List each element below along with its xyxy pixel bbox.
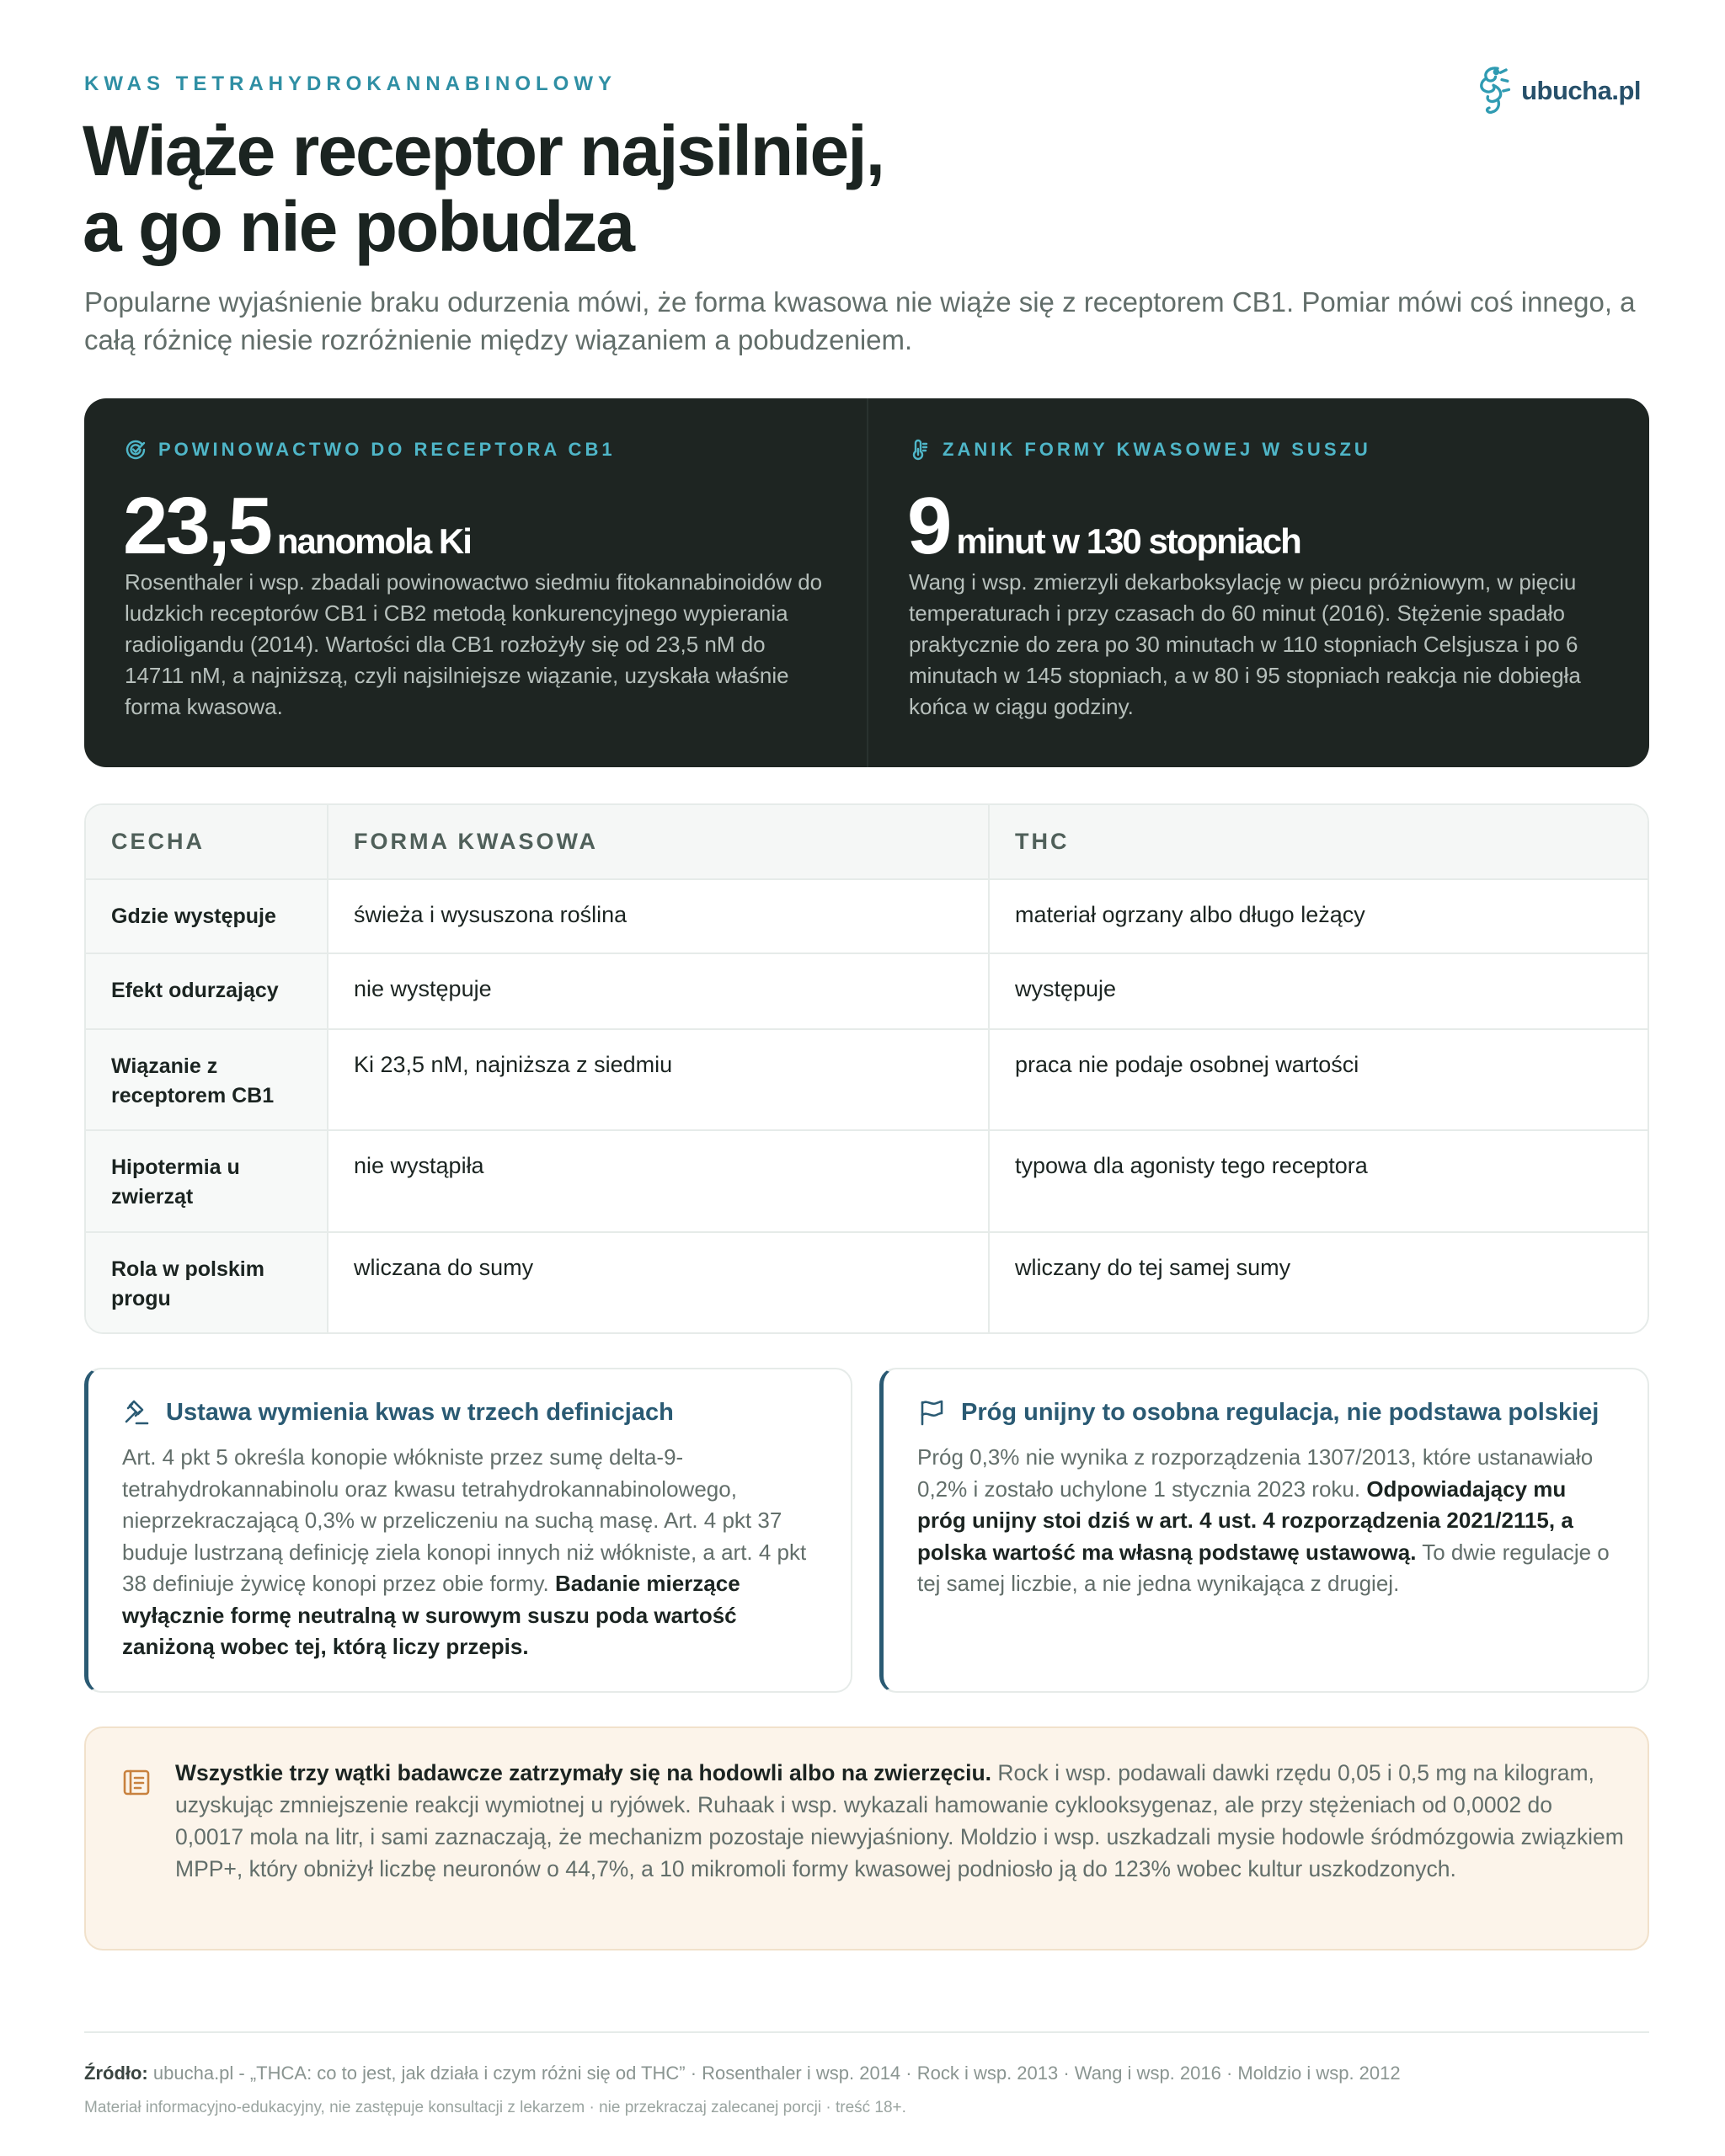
stat-affinity-value: 23,5 bbox=[123, 481, 270, 571]
info-box-law bbox=[84, 1368, 852, 1693]
lead-paragraph: Popularne wyjaśnienie braku odurzenia mówi, że forma kwasowa nie wiąże się z receptorem CB1. Pomiar mówi coś innego, a całą różnicę niesie rozróżnienie między wiązaniem a pobudzeniem. bbox=[84, 286, 1636, 355]
target-check-icon bbox=[125, 439, 147, 461]
brand-logo[interactable] bbox=[1472, 57, 1641, 125]
info-box-eu-emphasis: Odpowiadający mu próg unijny stoi dziś w art. 4 ust. 4 rozporządzenia 2021/2115, a polska wartość ma własną podstawę ustawową. bbox=[917, 1476, 1573, 1565]
stat-affinity-unit: nanomola Ki bbox=[276, 521, 471, 561]
info-box-law-emphasis: Badanie mierzące wyłącznie formę neutralną w surowym suszu poda wartość zaniżoną wobec tej, którą liczy przepis. bbox=[122, 1571, 740, 1659]
info-box-eu-text bbox=[917, 1442, 1616, 1600]
table-row bbox=[86, 879, 1649, 953]
research-note-body: Rock i wsp. podawali dawki rzędu 0,05 i 0,5 mg na kilogram, uzyskując zmniejszenie reakcji wymiotnej u ryjówek. Ruhaak i wsp. wykazali hamowanie cyklooksygenaz, ale przy stężeniach od 0,0002 do 0,0017 mola na litr, i sami zaznaczają, że mechanizm pozostaje niewyjaśniony. Moldzio i wsp. uszkadzali mysie hodowle śródmózgowia związkiem MPP+, który obniżył liczbę neuronów o 44,7%, a 10 mikromoli formy kwasowej podniosło ją do 123% wobec kultur uszkodzonych. bbox=[175, 1760, 1624, 1881]
research-note-text bbox=[175, 1757, 1624, 1885]
table-header-feature: CECHA bbox=[86, 805, 328, 879]
title-line-2: a go nie pobudza bbox=[83, 187, 633, 266]
stat-decay-unit: minut w 130 stopniach bbox=[956, 521, 1300, 561]
stat-affinity-label bbox=[125, 439, 616, 461]
table-row-key: Efekt odurzający bbox=[86, 953, 328, 1029]
table-cell-acid: świeża i wysuszona roślina bbox=[328, 879, 989, 953]
table-cell-thc: wliczany do tej samej sumy bbox=[989, 1232, 1649, 1334]
stat-decay-value: 9 bbox=[907, 481, 950, 571]
gavel-icon bbox=[122, 1398, 151, 1427]
info-box-law-body: Art. 4 pkt 5 określa konopie włókniste przez sumę delta-9-tetrahydrokannabinolu oraz kwasu tetrahydrokannabinolowego, nieprzekraczającą 0,3% w przeliczeniu na suchą masę. Art. 4 pkt 37 buduje lustrzaną definicję ziela konopi innych niż włókniste, a art. 4 pkt 38 definiuje żywicę konopi przez obie formy. bbox=[122, 1444, 807, 1596]
table-cell-thc: typowa dla agonisty tego receptora bbox=[989, 1130, 1649, 1232]
info-box-law-heading bbox=[122, 1398, 674, 1427]
footer-divider bbox=[84, 2031, 1649, 2033]
footer-source-label: Źródło: bbox=[84, 2063, 148, 2084]
table-row-key: Hipotermia u zwierząt bbox=[86, 1130, 328, 1232]
table-cell-acid: nie wystąpiła bbox=[328, 1130, 989, 1232]
table-row bbox=[86, 953, 1649, 1029]
page-title bbox=[83, 113, 1178, 264]
comparison-table bbox=[84, 803, 1649, 1334]
stat-affinity-label-text: POWINOWACTWO DO RECEPTORA CB1 bbox=[158, 439, 616, 460]
table-row bbox=[86, 1029, 1649, 1130]
info-box-eu-heading bbox=[917, 1398, 1599, 1427]
stat-decay-figure bbox=[907, 476, 1300, 577]
research-note-emphasis: Wszystkie trzy wątki badawcze zatrzymały się na hodowli albo na zwierzęciu. bbox=[175, 1760, 992, 1785]
document-list-icon bbox=[121, 1767, 152, 1797]
info-box-eu-body: Próg 0,3% nie wynika z rozporządzenia 1307/2013, które ustanawiało 0,2% i zostało uchylone 1 stycznia 2023 roku. bbox=[917, 1444, 1594, 1502]
stat-affinity-figure bbox=[123, 476, 471, 577]
info-box-eu-title: Próg unijny to osobna regulacja, nie podstawa polskiej bbox=[961, 1398, 1599, 1426]
research-note bbox=[84, 1726, 1649, 1951]
stat-decay-label bbox=[909, 439, 1371, 461]
table-header-thc: THC bbox=[989, 805, 1649, 879]
info-box-law-text bbox=[122, 1442, 821, 1663]
footer-disclaimer: Materiał informacyjno-edukacyjny, nie zastępuje konsultacji z lekarzem · nie przekraczaj zalecanej porcji · treść 18+. bbox=[84, 2099, 906, 2116]
eyebrow-label: KWAS TETRAHYDROKANNABINOLOWY bbox=[84, 72, 617, 95]
stat-decay bbox=[868, 398, 1649, 767]
stat-decay-description: Wang i wsp. zmierzyli dekarboksylację w piecu próżniowym, w pięciu temperaturach i przy czasach do 60 minut (2016). Stężenie spadało praktycznie do zera po 30 minutach w 110 stopniach Celsjusza i po 6 minutach w 145 stopniach, a w 80 i 95 stopniach reakcja nie dobiegła końca w ciągu godziny. bbox=[909, 569, 1581, 719]
table-cell-thc: materiał ogrzany albo długo leżący bbox=[989, 879, 1649, 953]
table-cell-acid: nie występuje bbox=[328, 953, 989, 1029]
table-cell-acid: wliczana do sumy bbox=[328, 1232, 989, 1334]
brand-name: ubucha.pl bbox=[1521, 76, 1641, 105]
table-header-row bbox=[86, 805, 1649, 879]
footer-source-text: ubucha.pl - „THCA: co to jest, jak działa i czym różni się od THC” · Rosenthaler i wsp. 2014 · Rock i wsp. 2013 · Wang i wsp. 2016 · Moldzio i wsp. 2012 bbox=[152, 2063, 1401, 2084]
info-box-eu bbox=[879, 1368, 1649, 1693]
table-row-key: Wiązanie z receptorem CB1 bbox=[86, 1029, 328, 1130]
info-box-eu-tail: To dwie regulacje o tej samej liczbie, a nie jedna wynikająca z drugiej. bbox=[917, 1539, 1610, 1596]
thermometer-icon bbox=[909, 439, 931, 461]
table-header-acid-form: FORMA KWASOWA bbox=[328, 805, 989, 879]
stat-affinity-description: Rosenthaler i wsp. zbadali powinowactwo siedmiu fitokannabinoidów do ludzkich receptorów CB1 i CB2 metodą konkurencyjnego wypierania radioligandu (2014). Wartości dla CB1 rozłożyły się od 23,5 nM do 14711 nM, a najniższą, czyli najsilniejsze wiązanie, uzyskała właśnie forma kwasowa. bbox=[125, 569, 823, 719]
stat-decay-label-text: ZANIK FORMY KWASOWEJ W SUSZU bbox=[943, 439, 1371, 460]
table-cell-thc: praca nie podaje osobnej wartości bbox=[989, 1029, 1649, 1130]
table-row-key: Rola w polskim progu bbox=[86, 1232, 328, 1334]
footer-source bbox=[84, 2063, 1401, 2084]
table-row bbox=[86, 1130, 1649, 1232]
seahorse-logo-icon bbox=[1472, 57, 1514, 125]
stat-affinity bbox=[84, 398, 867, 767]
table-cell-thc: występuje bbox=[989, 953, 1649, 1029]
flag-icon bbox=[917, 1398, 946, 1427]
title-line-1: Wiąże receptor najsilniej, bbox=[83, 111, 884, 190]
table-row bbox=[86, 1232, 1649, 1334]
table-cell-acid: Ki 23,5 nM, najniższa z siedmiu bbox=[328, 1029, 989, 1130]
stats-panel bbox=[84, 398, 1649, 767]
table-row-key: Gdzie występuje bbox=[86, 879, 328, 953]
info-box-law-title: Ustawa wymienia kwas w trzech definicjach bbox=[166, 1398, 674, 1426]
